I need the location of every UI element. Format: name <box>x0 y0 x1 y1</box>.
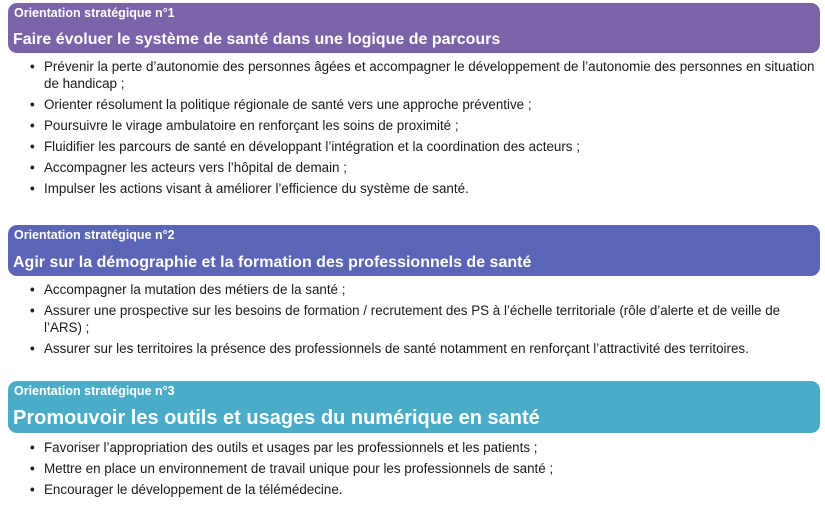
list-item: • Encourager le développement de la télémédecine. <box>28 481 818 498</box>
list-item: • Accompagner la mutation des métiers de la santé ; <box>28 281 818 298</box>
orientation-1-banner <box>8 3 820 53</box>
orientation-3-list <box>28 439 818 502</box>
list-item: • Orienter résolument la politique régionale de santé vers une approche préventive ; <box>28 96 818 113</box>
orientation-2-kicker: Orientation stratégique n°2 <box>14 228 175 242</box>
list-item: • Assurer une prospective sur les besoins de formation / recrutement des PS à l’échelle territoriale (rôle d’alerte et de veille de l’ARS) ; <box>28 302 818 336</box>
list-item: • Mettre en place un environnement de travail unique pour les professionnels de santé ; <box>28 460 818 477</box>
list-item: • Assurer sur les territoires la présence des professionnels de santé notamment en renforçant l’attractivité des territoires. <box>28 340 818 357</box>
orientation-1-title: Faire évoluer le système de santé dans une logique de parcours <box>13 31 501 48</box>
orientation-3-banner <box>8 381 820 433</box>
list-item: • Prévenir la perte d’autonomie des personnes âgées et accompagner le développement de l’autonomie des personnes en situation de handicap ; <box>28 58 818 92</box>
orientation-3-kicker: Orientation stratégique n°3 <box>14 384 175 398</box>
orientation-3-title: Promouvoir les outils et usages du numérique en santé <box>13 407 540 429</box>
orientation-2-banner <box>8 225 820 276</box>
list-item: • Fluidifier les parcours de santé en développant l’intégration et la coordination des acteurs ; <box>28 138 818 155</box>
orientation-1-list <box>28 58 818 201</box>
orientation-2-title: Agir sur la démographie et la formation des professionnels de santé <box>13 254 532 271</box>
orientation-1-kicker: Orientation stratégique n°1 <box>14 6 175 20</box>
list-item: • Poursuivre le virage ambulatoire en renforçant les soins de proximité ; <box>28 117 818 134</box>
orientation-2-list <box>28 281 818 361</box>
list-item: • Accompagner les acteurs vers l’hôpital de demain ; <box>28 159 818 176</box>
list-item: • Favoriser l’appropriation des outils et usages par les professionnels et les patients ; <box>28 439 818 456</box>
list-item: • Impulser les actions visant à améliorer l’efficience du système de santé. <box>28 180 818 197</box>
